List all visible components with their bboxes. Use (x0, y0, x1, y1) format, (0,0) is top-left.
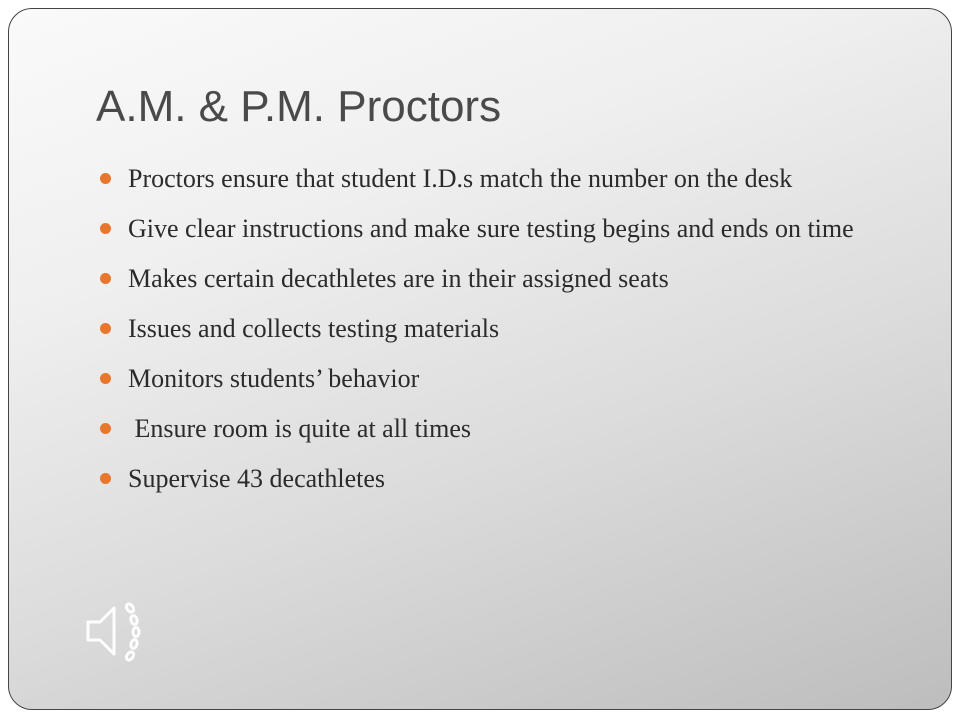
bullet-text: Give clear instructions and make sure testing begins and ends on time (128, 214, 854, 243)
bullet-item (100, 158, 900, 200)
bullet-dot-icon (100, 273, 111, 284)
bullet-text: Ensure room is quite at all times (128, 414, 471, 443)
bullet-text: Makes certain decathletes are in their assigned seats (128, 264, 669, 293)
bullet-dot-icon (100, 323, 111, 334)
sound-wave-3 (133, 628, 139, 637)
bullet-item (100, 458, 900, 500)
bullet-item (100, 408, 900, 450)
bullet-dot-icon (100, 173, 111, 184)
bullet-text: Issues and collects testing materials (128, 314, 500, 343)
bullet-text: Supervise 43 decathletes (128, 464, 386, 493)
sound-wave-1 (125, 603, 135, 614)
bullet-text: Monitors students’ behavior (128, 364, 420, 393)
bullet-dot-icon (100, 223, 111, 234)
bullet-dot-icon (100, 423, 111, 434)
bullet-item (100, 208, 900, 250)
sound-wave-4 (130, 639, 138, 649)
speaker-icon[interactable] (82, 598, 154, 664)
bullet-dot-icon (100, 473, 111, 484)
sound-wave-5 (125, 651, 135, 662)
bullet-text: Proctors ensure that student I.D.s match the number on the desk (128, 164, 793, 193)
speaker-body (88, 608, 114, 654)
bullet-item (100, 258, 900, 300)
slide-title: A.M. & P.M. Proctors (96, 82, 502, 131)
bullet-dot-icon (100, 373, 111, 384)
bullet-item (100, 358, 900, 400)
sound-wave-2 (130, 615, 138, 625)
bullet-item (100, 308, 900, 350)
bullet-list (100, 158, 900, 508)
